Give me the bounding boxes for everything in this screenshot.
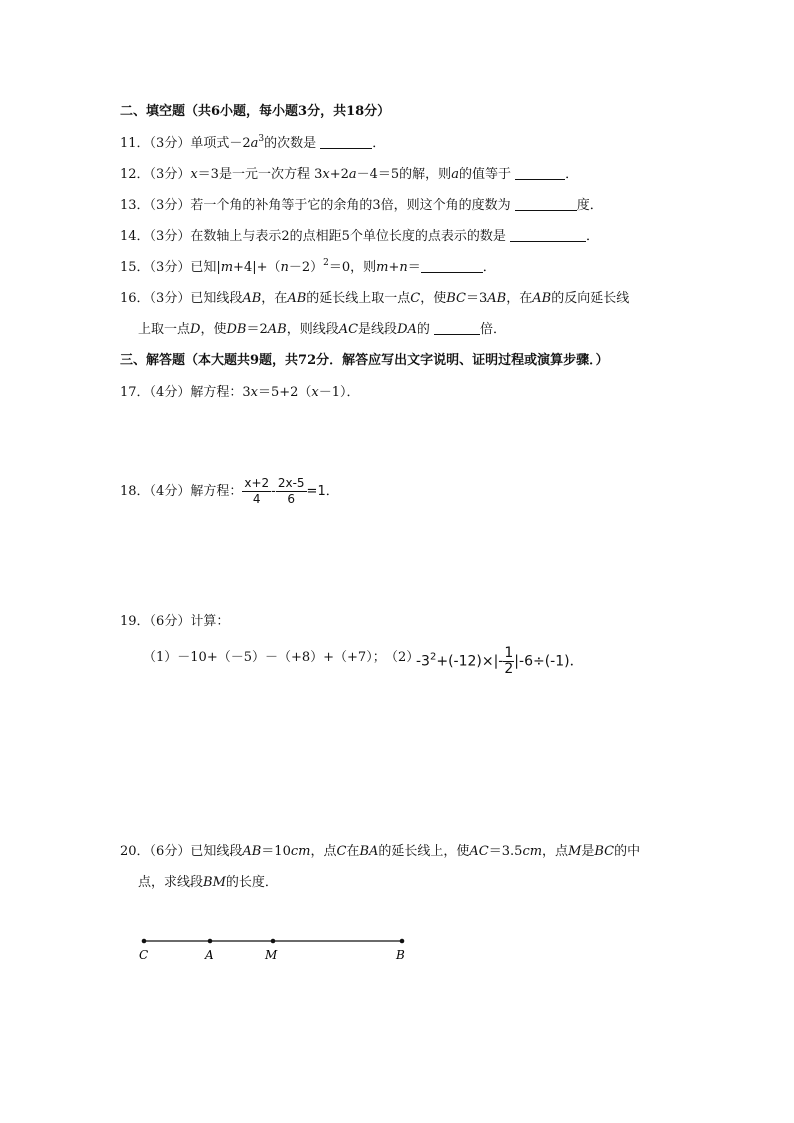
fraction: $\frac{2x-5}{6}$ (277, 476, 305, 506)
question-12: 12．（3分）x＝3是一元一次方程 3x+2a－4＝5的解，则a的值等于 ． (120, 167, 579, 182)
point-a (208, 939, 213, 944)
fraction: $\frac{x+2}{4}$ (244, 476, 270, 506)
answer-blank[interactable] (515, 166, 565, 180)
answer-blank[interactable] (320, 135, 372, 149)
answer-blank[interactable] (510, 228, 586, 242)
label-a: A (205, 948, 214, 962)
label-m: M (265, 948, 278, 962)
segment-figure (130, 930, 420, 970)
answer-blank[interactable] (515, 197, 577, 211)
point-c (142, 939, 147, 944)
question-20: 20．（6分）已知线段AB＝10cm，点C在BA的延长线上，使AC＝3.5cm，点M是BC的中 (120, 844, 641, 859)
question-18: 18．（4分）解方程： $\frac{x+2}{4}$ - $\frac{2x-5}{6}$ =1． (120, 476, 339, 506)
answer-blank[interactable] (434, 321, 480, 335)
section2-header: 二、填空题（共6小题，每小题3分，共18分） (120, 104, 391, 119)
question-16-line2: 上取一点D，使DB＝2AB，则线段AC是线段DA的 倍． (138, 322, 507, 337)
question-19: 19．（6分）计算： (120, 614, 230, 629)
question-16: 16．（3分）已知线段AB，在AB的延长线上取一点C，使BC＝3AB，在AB的反向延长线 (120, 291, 630, 306)
question-13: 13．（3分）若一个角的补角等于它的余角的3倍，则这个角的度数为 度． (120, 198, 603, 213)
fraction: $\frac{1}{2}$ (504, 645, 514, 677)
question-20-line2: 点，求线段BM的长度． (138, 875, 278, 890)
question-19-part2-label: （2） (385, 650, 420, 665)
answer-blank[interactable] (421, 259, 483, 273)
question-14: 14．（3分）在数轴上与表示2的点相距5个单位长度的点表示的数是 ． (120, 229, 600, 244)
question-19-part2-expression: $-3^2+(-12)\times|-$ $\frac{1}{2}$ |-6÷(-1)． (416, 645, 584, 677)
question-19-part1: （1）－10+（－5）－（+8）+（+7）； (143, 650, 386, 665)
question-17: 17．（4分）解方程：3x＝5+2（x－1）． (120, 385, 360, 400)
point-m (271, 939, 276, 944)
section3-header: 三、解答题（本大题共9题，共72分．解答应写出文字说明、证明过程或演算步骤．） (120, 353, 609, 368)
point-b (400, 939, 405, 944)
question-15: 15．（3分）已知$|m+4|+(n-2)^2=0$，则m+n＝ ． (120, 258, 496, 275)
label-c: C (139, 948, 149, 962)
label-b: B (396, 948, 405, 962)
question-11: 11．（3分）单项式$-2a^3$的次数是 ． (120, 134, 386, 151)
